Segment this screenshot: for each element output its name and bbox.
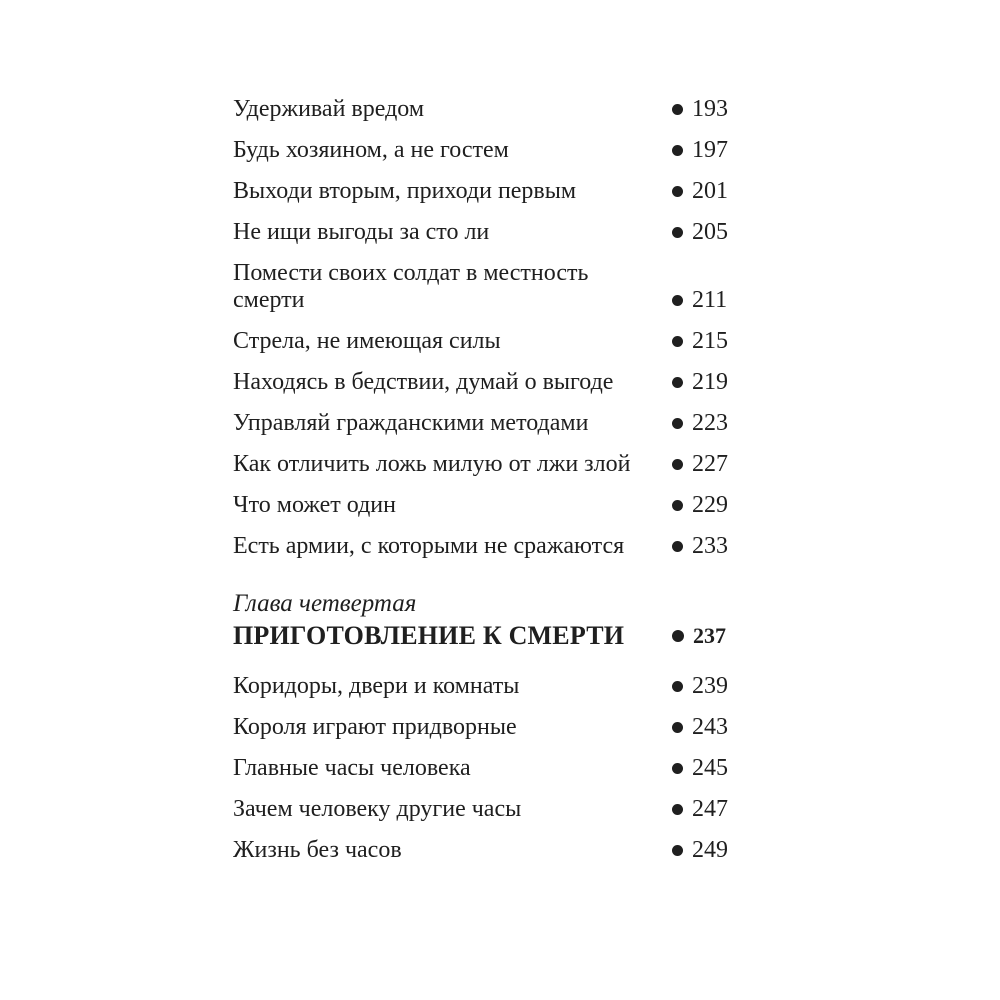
toc-entry-row (233, 260, 743, 314)
toc-entry-title: Будь хозяином, а не гостем (233, 137, 509, 163)
toc-entry-page (672, 714, 728, 741)
chapter-title-row (233, 621, 743, 651)
toc-entry-title: Жизнь без часов (233, 837, 402, 863)
toc-entry-page (672, 96, 728, 123)
chapter-label: Глава четвертая (233, 590, 417, 617)
page-number: 215 (692, 328, 728, 354)
bullet-icon (672, 145, 683, 156)
page-number: 237 (693, 623, 726, 648)
page-number: 205 (692, 219, 728, 245)
toc-entry-page (672, 837, 728, 864)
toc-entry-page (672, 219, 728, 246)
toc-entry-row (233, 410, 743, 437)
page-number: 233 (692, 533, 728, 559)
toc-entry-page (672, 410, 728, 437)
toc-entry-row (233, 755, 743, 782)
bullet-icon (672, 541, 683, 552)
chapter-page (672, 621, 726, 651)
toc-entry-row (233, 328, 743, 355)
page-number: 245 (692, 755, 728, 781)
toc-entry-title: Управляй гражданскими методами (233, 410, 589, 436)
bullet-icon (672, 336, 683, 347)
bullet-icon (672, 295, 683, 306)
toc-entry-row (233, 219, 743, 246)
page-number: 249 (692, 837, 728, 863)
toc-entry-row (233, 96, 743, 123)
table-of-contents (233, 96, 743, 878)
page-number: 247 (692, 796, 728, 822)
page-number: 197 (692, 137, 728, 163)
page-number: 229 (692, 492, 728, 518)
bullet-icon (672, 104, 683, 115)
page-number: 219 (692, 369, 728, 395)
chapter-title: ПРИГОТОВЛЕНИЕ К СМЕРТИ (233, 621, 625, 650)
toc-entry-page (672, 369, 728, 396)
toc-entry-page (672, 492, 728, 519)
toc-entry-title: Как отличить ложь милую от лжи злой (233, 451, 631, 477)
toc-entry-row (233, 837, 743, 864)
toc-entry-page (672, 673, 728, 700)
toc-entry-page (672, 328, 728, 355)
toc-entry-title: Что может один (233, 492, 396, 518)
bullet-icon (672, 763, 683, 774)
toc-entry-page (672, 287, 727, 314)
toc-entry-title: Главные часы человека (233, 755, 471, 781)
toc-entry-title: Удерживай вредом (233, 96, 425, 122)
toc-entry-row (233, 533, 743, 560)
bullet-icon (672, 459, 683, 470)
toc-entry-title: Выходи вторым, приходи первым (233, 178, 577, 204)
toc-entry-row (233, 796, 743, 823)
toc-entry-title: Находясь в бедствии, думай о выгоде (233, 369, 614, 395)
page-number: 193 (692, 96, 728, 122)
bullet-icon (672, 804, 683, 815)
page-number: 243 (692, 714, 728, 740)
page-number: 223 (692, 410, 728, 436)
chapter-section-heading (233, 590, 743, 651)
bullet-icon (672, 630, 684, 642)
toc-entry-row (233, 492, 743, 519)
toc-entry-page (672, 755, 728, 782)
toc-entry-title: Помести своих солдат в местность смерти (233, 260, 589, 313)
toc-entry-page (672, 178, 728, 205)
page-number: 201 (692, 178, 728, 204)
toc-entry-page (672, 796, 728, 823)
bullet-icon (672, 845, 683, 856)
bullet-icon (672, 500, 683, 511)
toc-entry-page (672, 451, 728, 478)
bullet-icon (672, 186, 683, 197)
toc-entry-row (233, 137, 743, 164)
page-number: 239 (692, 673, 728, 699)
toc-entry-page (672, 533, 728, 560)
toc-entry-row (233, 673, 743, 700)
toc-entry-page (672, 137, 728, 164)
bullet-icon (672, 227, 683, 238)
toc-entry-row (233, 369, 743, 396)
page-number: 211 (692, 287, 728, 313)
bullet-icon (672, 722, 683, 733)
toc-entry-row (233, 451, 743, 478)
toc-entry-title: Коридоры, двери и комнаты (233, 673, 520, 699)
toc-entry-row (233, 178, 743, 205)
toc-entry-row (233, 714, 743, 741)
page-number: 227 (692, 451, 728, 477)
toc-entry-title: Стрела, не имеющая силы (233, 328, 501, 354)
toc-entry-title: Зачем человеку другие часы (233, 796, 522, 822)
toc-entry-title: Есть армии, с которыми не сражаются (233, 533, 625, 559)
bullet-icon (672, 377, 683, 388)
toc-entry-title: Не ищи выгоды за сто ли (233, 219, 490, 245)
toc-entry-title: Короля играют придворные (233, 714, 517, 740)
bullet-icon (672, 418, 683, 429)
bullet-icon (672, 681, 683, 692)
